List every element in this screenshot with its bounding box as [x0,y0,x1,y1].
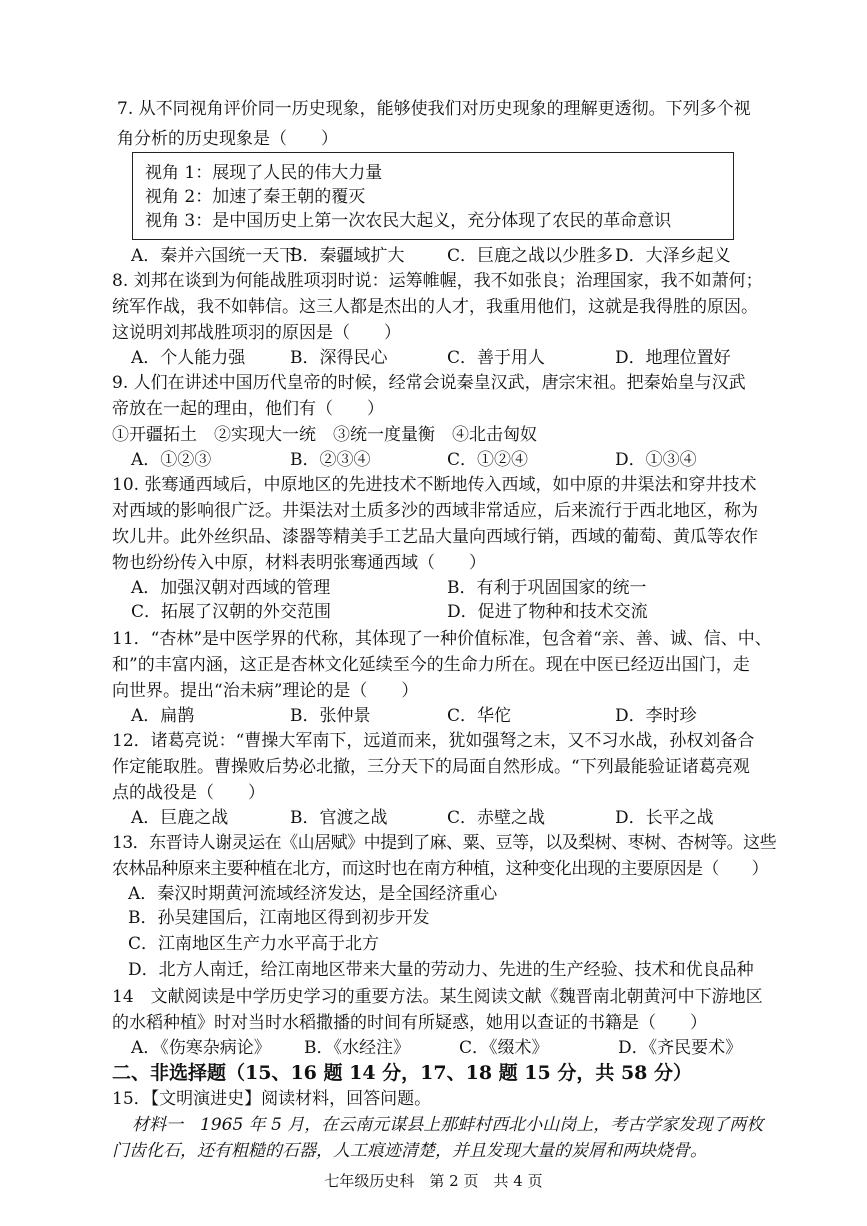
q7-option-d: D．大泽乡起义 [615,246,731,266]
q14-option-d: D．《齐民要术》 [618,1038,743,1058]
q8-option-a: A．个人能力强 [131,348,246,368]
q15-stem: 15．【文明演进史】阅读材料，回答问题。 [112,1089,432,1109]
q10-option-d: D．促进了物种和技术交流 [447,602,648,622]
q7-view-2: 视角 2：加速了秦王朝的覆灭 [145,187,366,207]
q11-option-c: C．华佗 [447,706,512,726]
q12-option-d: D．长平之战 [615,808,714,828]
q13-option-b: B．孙吴建国后，江南地区得到初步开发 [128,908,430,928]
q11-stem-line1: 11．“杏林”是中医学界的代称，其体现了一种价值标准，包含着“亲、善、诚、信、中、 [112,629,772,649]
q10-option-b: B．有利于巩固国家的统一 [447,578,647,598]
q12-option-b: B．官渡之战 [290,808,388,828]
q8-stem-line1: 8. 刘邦在谈到为何能战胜项羽时说：运筹帷幄，我不如张良；治理国家，我不如萧何； [112,271,763,291]
q9-stem-line1: 9. 人们在讲述中国历代皇帝的时候，经常会说秦皇汉武，唐宗宋祖。把秦始皇与汉武 [112,373,746,393]
q13-stem-line1: 13．东晋诗人谢灵运在《山居赋》中提到了麻、粟、豆等，以及梨树、枣树、杏树等。这些 [112,833,777,853]
q14-stem-line1: 14 文献阅读是中学历史学习的重要方法。某生阅读文献《魏晋南北朝黄河中下游地区 [112,987,763,1007]
q9-option-a: A．①②③ [131,450,212,470]
q9-option-b: B．②③④ [290,450,371,470]
q11-option-b: B．张仲景 [290,706,371,726]
q7-option-c: C．巨鹿之战以少胜多 [447,246,614,266]
q15-material-line1: 材料一 1965 年 5 月，在云南元谋县上那蚌村西北小山岗上，考古学家发现了两枚 [132,1115,764,1135]
q11-stem-line3: 向世界。提出“治未病”理论的是（ ） [112,681,419,701]
page-footer: 七年级历史科 第 2 页 共 4 页 [324,1172,543,1190]
q7-view-3: 视角 3：是中国历史上第一次农民大起义，充分体现了农民的革命意识 [145,211,672,231]
q8-option-d: D．地理位置好 [615,348,731,368]
q14-option-a: A．《伤寒杂病论》 [131,1038,271,1058]
q9-stem-line2: 帝放在一起的理由，他们有（ ） [112,399,384,419]
q11-stem-line2: 和”的丰富内涵，这正是杏林文化延续至今的生命力所在。现在中医已经迈出国门，走 [112,655,750,675]
q7-option-b: B．秦疆域扩大 [290,246,405,266]
q12-option-c: C．赤壁之战 [447,808,546,828]
q12-stem-line2: 作定能取胜。曹操败后势必北撤，三分天下的局面自然形成。“下列最能验证诸葛亮观 [112,757,750,777]
q10-stem-line3: 坎儿井。此外丝织品、漆器等精美手工艺品大量向西域行销，西域的葡萄、黄瓜等农作 [112,527,758,547]
q7-view-1: 视角 1：展现了人民的伟大力量 [145,163,383,183]
q7-option-a: A．秦并六国统一天下 [131,246,297,266]
q10-option-a: A．加强汉朝对西域的管理 [131,578,331,598]
q9-items: ①开疆拓土 ②实现大一统 ③统一度量衡 ④北击匈奴 [112,425,537,445]
q9-option-c: C．①②④ [447,450,529,470]
q14-option-c: C．《缀术》 [459,1038,549,1058]
q12-stem-line3: 点的战役是（ ） [112,783,265,803]
q7-stem-line2: 角分析的历史现象是（ ） [117,129,338,149]
section-heading: 二、非选择题（15、16 题 14 分，17、18 题 15 分，共 58 分） [112,1062,693,1084]
q14-stem-line2: 的水稻种植》时对当时水稻撒播的时间有所疑惑，她用以查证的书籍是（ ） [112,1013,707,1033]
q13-option-c: C．江南地区生产力水平高于北方 [128,934,380,954]
q12-stem-line1: 12．诸葛亮说：“曹操大军南下，远道而来，犹如强弩之末，又不习水战，孙权刘备合 [112,731,755,751]
q10-stem-line1: 10. 张骞通西域后，中原地区的先进技术不断地传入西域，如中原的井渠法和穿井技术 [112,475,757,495]
q11-option-d: D．李时珍 [615,706,697,726]
q10-stem-line2: 对西域的影响很广泛。井渠法对土质多沙的西域非常适应，后来流行于西北地区，称为 [112,501,758,521]
q8-stem-line2: 统军作战，我不如韩信。这三人都是杰出的人才，我重用他们，这就是我得胜的原因。 [112,297,758,317]
q15-material-line2: 门齿化石，还有粗糙的石器，人工痕迹清楚，并且发现大量的炭屑和两块烧骨。 [112,1141,707,1161]
q8-stem-line3: 这说明刘邦战胜项羽的原因是（ ） [112,323,401,343]
q13-option-d: D．北方人南迁，给江南地区带来大量的劳动力、先进的生产经验、技术和优良品种 [128,960,754,980]
q12-option-a: A．巨鹿之战 [131,808,229,828]
q10-option-c: C．拓展了汉朝的外交范围 [131,602,332,622]
q13-stem-line2: 农林品种原来主要种植在北方，而这时也在南方种植，这种变化出现的主要原因是（ ） [112,859,768,879]
q7-stem-line1: 7. 从不同视角评价同一历史现象，能够使我们对历史现象的理解更透彻。下列多个视 [117,99,751,119]
q10-stem-line4: 物也纷纷传入中原，材料表明张骞通西域（ ） [112,553,486,573]
q9-option-d: D．①③④ [615,450,697,470]
q13-option-a: A．秦汉时期黄河流域经济发达，是全国经济重心 [128,884,498,904]
q8-option-c: C．善于用人 [447,348,546,368]
q7-perspective-box [132,152,734,240]
q11-option-a: A．扁鹊 [131,706,195,726]
q8-option-b: B．深得民心 [290,348,388,368]
q14-option-b: B．《水经注》 [304,1038,410,1058]
